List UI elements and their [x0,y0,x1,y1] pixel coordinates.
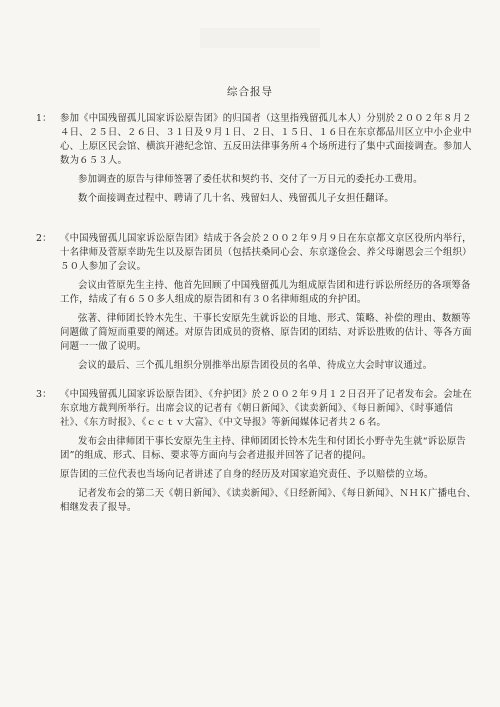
section-paragraph: 参加调查的原告与律师签署了委任状和契约书、交付了一万日元的委托办工费用。 [78,174,423,185]
section-paragraph: 记者发布会的第二天《朝日新闻》、《读卖新闻》、《日经新闻》、《每日新闻》、ＮＨＫ广播电台、相继发表了报导。 [60,488,477,513]
section-number: 1： [36,113,52,124]
section-2 [36,232,476,378]
section-paragraph: 数个面接调查过程中、聘请了几十名、残留妇人、残留孤儿子女担任翻译。 [78,193,394,204]
section-paragraph: 弦著、律师团长铃木先生、干事长安原先生就诉讼的目地、形式、策略、补偿的理由、数额等问题做了简短而重要的阐述。对原告团成员的资格、原告团的团结、对诉讼胜败的估计、等各方面问题一一做了说明。 [60,313,472,352]
section-1 [36,112,476,211]
document-title: 综合报导 [227,86,273,98]
section-paragraph: 原告团的三位代表也当场向记者讲述了自身的经历及对国家追究责任、予以赔偿的立场。 [60,469,434,480]
section-number: 2： [36,233,52,244]
section-number: 3： [36,389,52,400]
scan-smudge [200,28,320,48]
section-paragraph: 《中国残留孤儿国家诉讼原告团》、《弁护团》於２００２年９月１２日召开了记者发布会。会址在东京地方裁判所举行。出席会议的记者有《朝日新闻》、《读卖新闻》、《每日新闻》、《时事通信社》、《东方时报》、《ｃｃｔｖ大富》、《中文导报》等新闻媒体记者共２６名。 [60,389,472,428]
section-paragraph: 参加《中国残留孤儿国家诉讼原告团》的归国者（这里指残留孤儿本人）分别於２００２年８月２４日、２５日、２６日、３１日及９月１日、２日、１５日、１６日在东京都品川区立中小企业中心、上原区民会馆、横滨开港纪念馆、五反田法律事务所４个场所进行了集中式面接调查。参加人数为６５３人。 [60,113,472,166]
section-paragraph: 《中国残留孤儿国家诉讼原告团》结成于各会於２００２年９月９日在东京都文京区役所内举行，十名律师及菅原幸助先生以及原告团员（包括扶桑同心会、东京遂俭会、养父母谢恩会三个组织）５０人参加了会议。 [60,233,472,272]
section-3 [36,388,476,520]
section-paragraph: 会议由菅原先生主持、他首先回顾了中国残留孤儿为组成原告团和进行诉讼所经历的各项筹备工作，结成了有６５０多人组成的原告团和有３０名律师组成的弁护团。 [60,280,471,305]
section-paragraph: 会议的最后、三个孤儿组织分别推举出原告团役员的名单、待成立大会时审议通过。 [78,360,433,371]
section-paragraph: 发布会由律师团干事长安原先生主持、律师团团长铃木先生和付团长小野寺先生就“诉讼原告团”的组成、形式、目标、要求等方面向与会者进报并回答了记者的提问。 [60,436,466,461]
